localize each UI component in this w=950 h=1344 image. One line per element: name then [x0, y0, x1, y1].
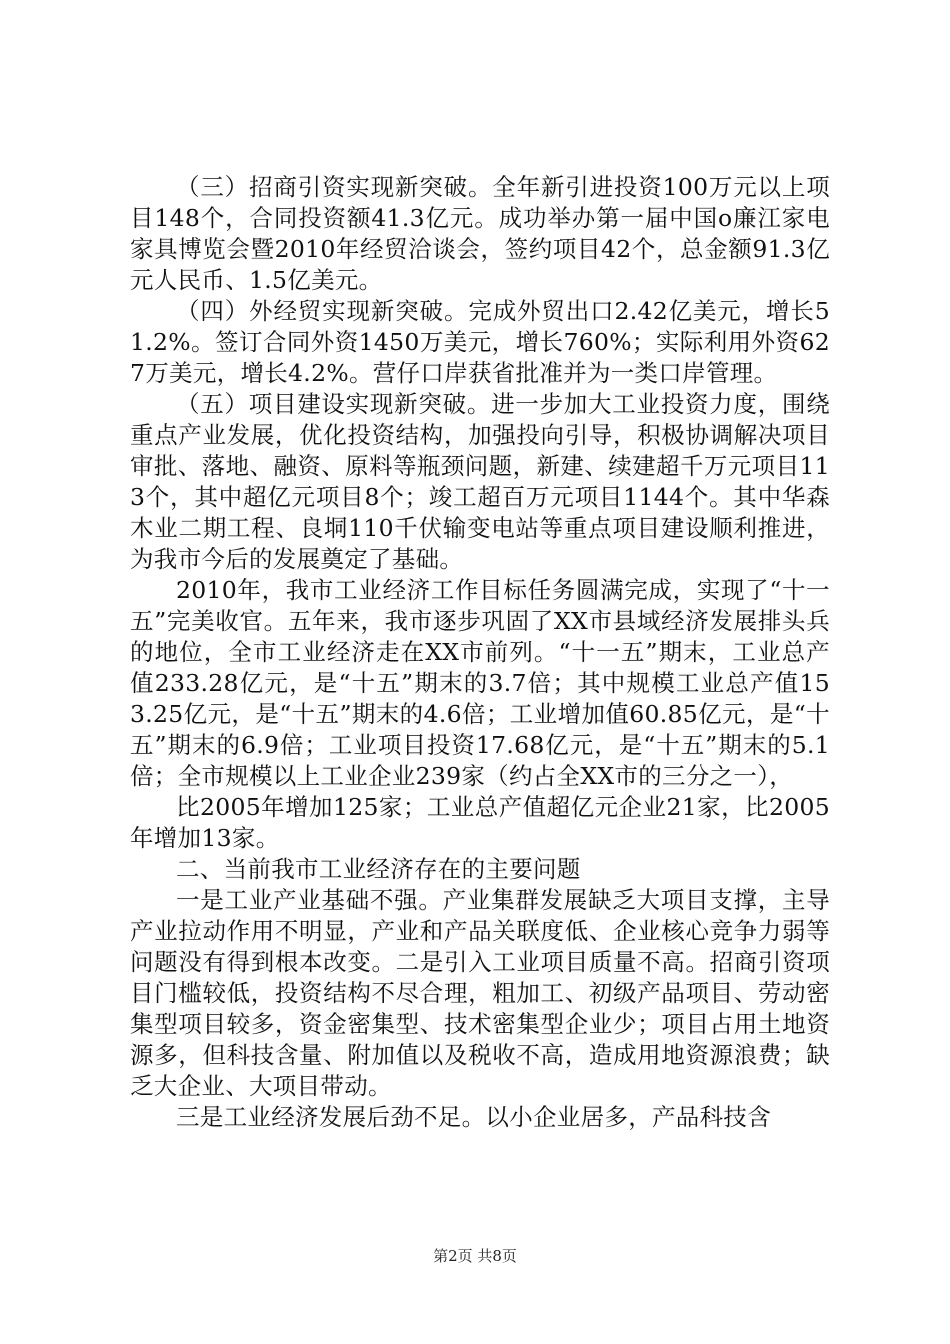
- paragraph-2010-summary: 2010年，我市工业经济工作目标任务圆满完成，实现了“十一五”完美收官。五年来，我市逐步巩固了XX市县域经济发展排头兵的地位，全市工业经济走在XX市前列。“十一五”期末，工业总产值233.28亿元，是“十五”期末的3.7倍；其中规模工业总产值153.25亿元，是“十五”期末的4.6倍；工业增加值60.85亿元，是“十五”期末的6.9倍；工业项目投资17.68亿元，是“十五”期末的5.1倍；全市规模以上工业企业239家（约占全XX市的三分之一），: [130, 576, 830, 790]
- paragraph-project-construction: （五）项目建设实现新突破。进一步加大工业投资力度，围绕重点产业发展，优化投资结构，加强投向引导，积极协调解决项目审批、落地、融资、原料等瓶颈问题，新建、续建超千万元项目113个，其中超亿元项目8个；竣工超百万元项目1144个。其中华森木业二期工程、良垌110千伏输变电站等重点项目建设顺利推进，为我市今后的发展奠定了基础。: [130, 390, 830, 573]
- section-heading-main-problems: 二、当前我市工业经济存在的主要问题: [176, 855, 581, 883]
- page-number-footer: 第2页 共8页: [433, 1247, 517, 1265]
- document-body: [130, 172, 830, 1133]
- paragraph-foreign-trade: （四）外经贸实现新突破。完成外贸出口2.42亿美元，增长51.2%。签订合同外资1450万美元，增长760%；实际利用外资627万美元，增长4.2%。营仔口岸获省批准并为一类口岸管理。: [130, 297, 830, 387]
- paragraph-2005-comparison: 比2005年增加125家；工业总产值超亿元企业21家，比2005年增加13家。: [130, 793, 830, 852]
- paragraph-problems-one-two: 一是工业产业基础不强。产业集群发展缺乏大项目支撑，主导产业拉动作用不明显，产业和产品关联度低、企业核心竞争力弱等问题没有得到根本改变。二是引入工业项目质量不高。招商引资项目门槛较低，投资结构不尽合理，粗加工、初级产品项目、劳动密集型项目较多，资金密集型、技术密集型企业少；项目占用土地资源多，但科技含量、附加值以及税收不高，造成用地资源浪费；缺乏大企业、大项目带动。: [130, 886, 830, 1100]
- paragraph-problem-three: 三是工业经济发展后劲不足。以小企业居多，产品科技含: [176, 1103, 771, 1131]
- paragraph-investment-promotion: （三）招商引资实现新突破。全年新引进投资100万元以上项目148个，合同投资额41.3亿元。成功举办第一届中国o廉江家电家具博览会暨2010年经贸洽谈会，签约项目42个，总金额91.3亿元人民币、1.5亿美元。: [130, 173, 830, 294]
